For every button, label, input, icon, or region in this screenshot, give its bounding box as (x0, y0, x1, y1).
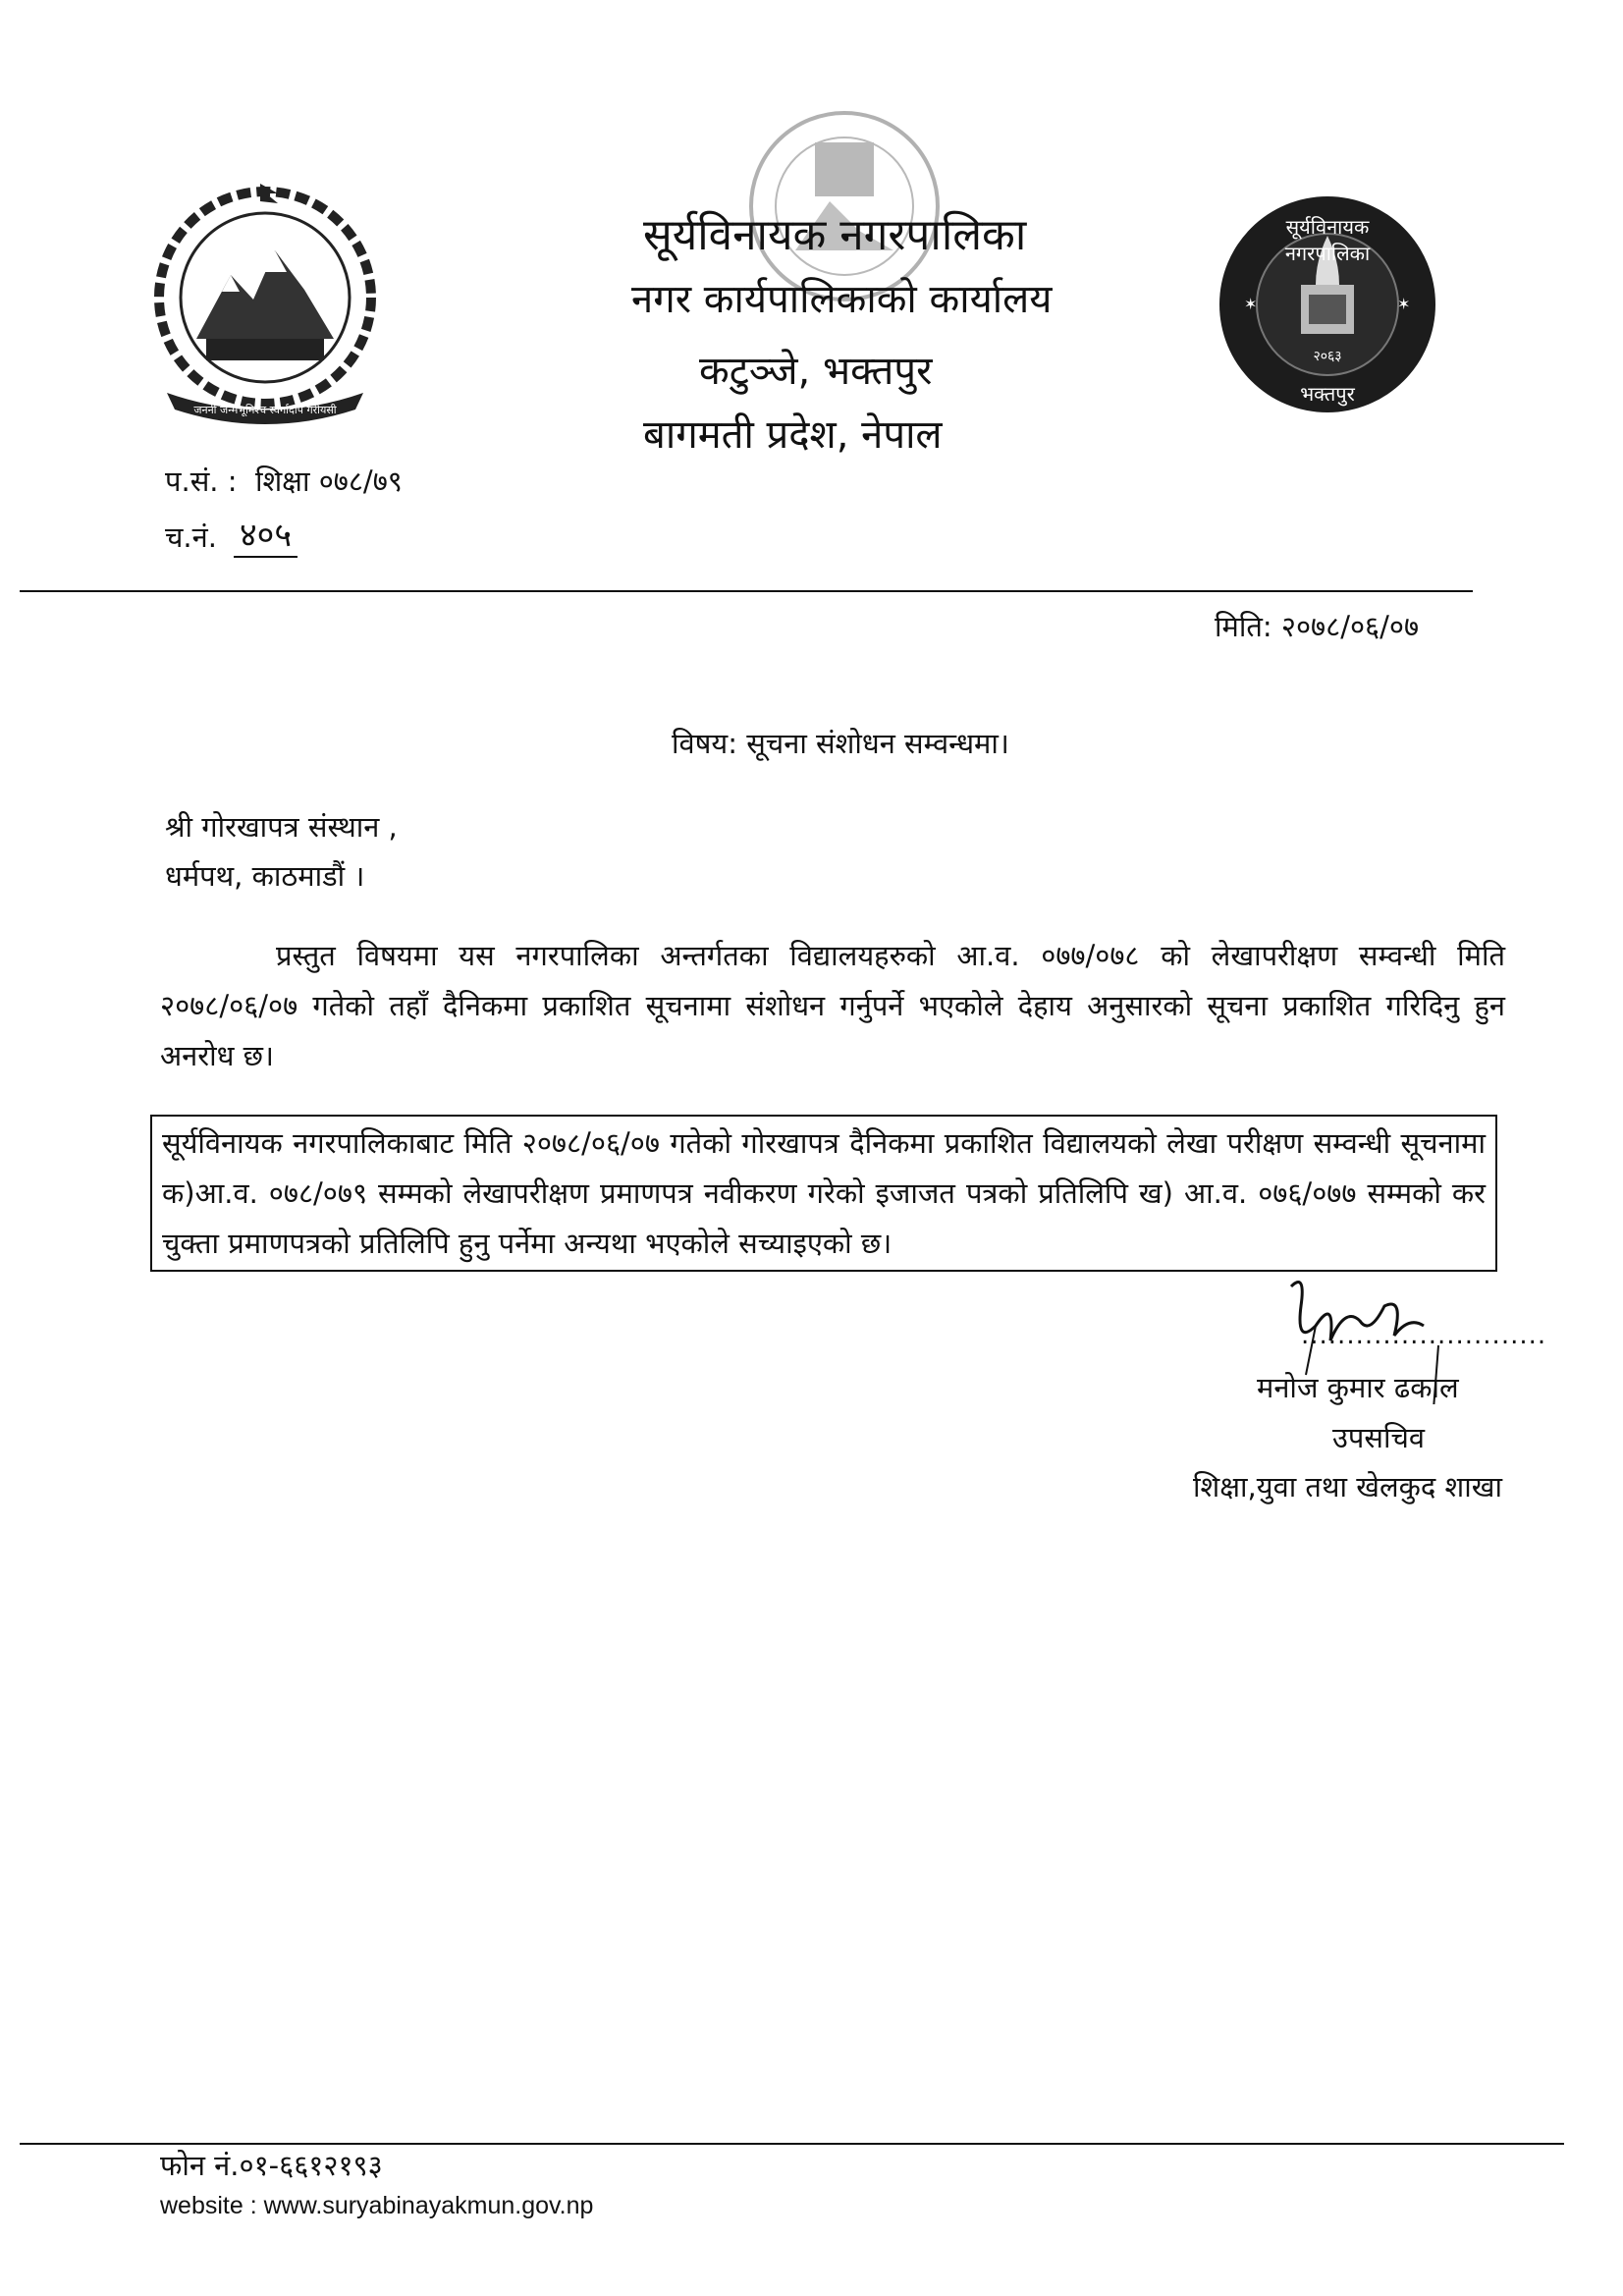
nepal-government-emblem-icon (137, 182, 393, 427)
footer-phone: फोन नं.०१-६६१२१९३ (160, 2149, 383, 2182)
seal-motto: जननी जन्मभूमिश्च स्वर्गादपि गरीयसी (193, 404, 337, 416)
chalani-label: च.नं. (165, 520, 217, 554)
office-province: बागमती प्रदेश, नेपाल (643, 412, 943, 458)
recipient-line-2: धर्मपथ, काठमाडौं । (165, 859, 365, 893)
signature-dots: ........................... (1301, 1321, 1547, 1350)
body-paragraph: प्रस्तुत विषयमा यस नगरपालिका अन्तर्गतका विद्यालयहरुको आ.व. ०७७/०७८ को लेखापरीक्षण सम्वन्धी मिति २०७८/०६/०७ गतेको तहाँ दैनिकमा प्रकाशित सूचनामा संशोधन गर्नुपर्ने भएकोले देहाय अनुसारको सूचना प्रकाशित गरिदिनु हुन अनरोध छ। (160, 939, 1505, 1072)
svg-text:✶: ✶ (1244, 295, 1258, 313)
signatory-title: उपसचिव (1332, 1421, 1426, 1454)
org-name: सूर्यविनायक नगरपालिका (643, 210, 1027, 260)
svg-text:✶: ✶ (1397, 295, 1411, 313)
chalani-number: ४०५ (234, 511, 298, 558)
signatory-name: मनोज कुमार ढकाल (1257, 1371, 1459, 1404)
boxed-notice: सूर्यविनायक नगरपालिकाबाट मिति २०७८/०६/०७ गतेको गोरखापत्र दैनिकमा प्रकाशित विद्यालयको लेखा परीक्षण सम्वन्धी सूचनामा क)आ.व. ०७८/०७९ सम्मको लेखापरीक्षण प्रमाणपत्र नवीकरण गरेको इजाजत पत्रको प्रतिलिपि ख) आ.व. ०७६/०७७ सम्मको कर चुक्ता प्रमाणपत्रको प्रतिलिपि हुनु पर्नेमा अन्यथा भएकोले सच्याइएको छ। (150, 1115, 1497, 1272)
office-name: नगर कार्यपालिकाको कार्यालय (631, 277, 1053, 322)
logo-bottom-text: भक्तपुर (1300, 382, 1355, 406)
header-divider (20, 590, 1473, 592)
reference-number: प.सं. : शिक्षा ०७८/७९ (165, 465, 403, 498)
logo-top-text: सूर्यविनायक नगरपालिका (1284, 215, 1371, 265)
office-location: कटुञ्जे, भक्तपुर (699, 349, 933, 394)
logo-year: २०६३ (1313, 349, 1342, 364)
letter-date: मिति: २०७८/०६/०७ (1215, 610, 1420, 643)
recipient-line-1: श्री गोरखापत्र संस्थान , (165, 810, 398, 844)
municipality-logo-icon (1215, 191, 1440, 417)
footer-website: website : www.suryabinayakmun.gov.np (160, 2192, 594, 2219)
footer-divider (20, 2143, 1564, 2145)
signatory-section: शिक्षा,युवा तथा खेलकुद शाखा (1193, 1470, 1502, 1503)
letter-subject: विषय: सूचना संशोधन सम्वन्धमा। (672, 727, 1009, 760)
